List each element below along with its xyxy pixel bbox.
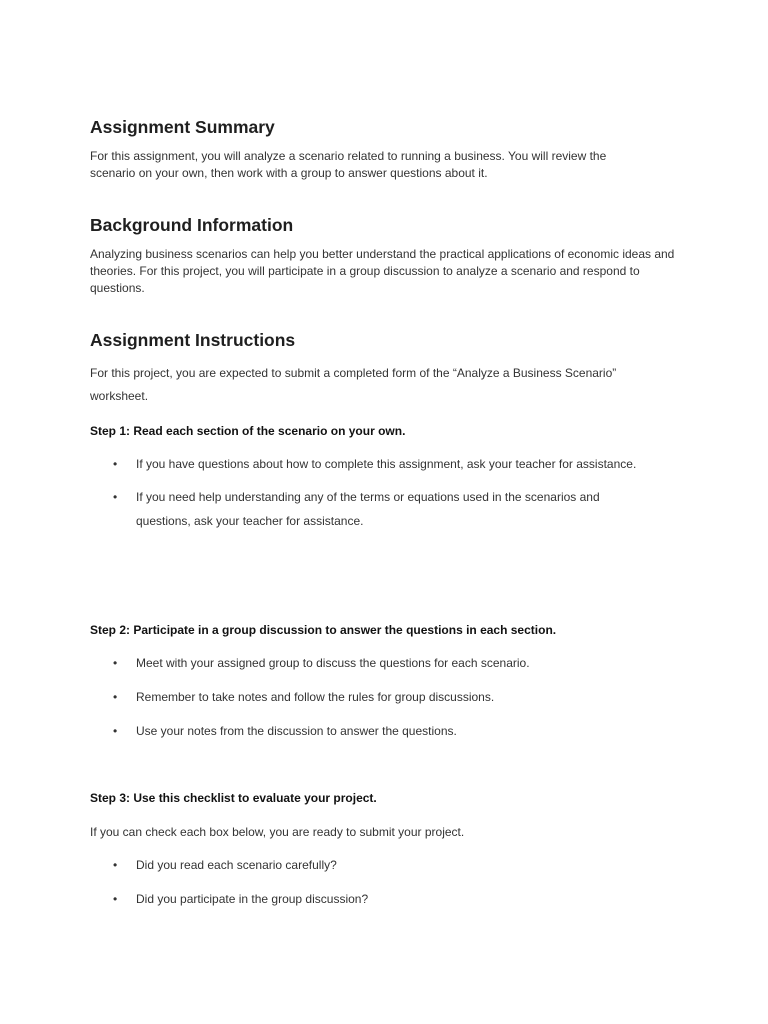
- list-item: [90, 685, 650, 709]
- background-information-text: Analyzing business scenarios can help you better understand the practical applications of economic ideas and theories. For this project, you will participate in a group discussion to analyze a scenario and respond to questions.: [90, 247, 675, 295]
- list-item: [90, 651, 650, 675]
- list-item: [90, 853, 650, 877]
- step-2-list: [90, 651, 650, 743]
- assignment-instructions-intro: For this project, you are expected to submit a completed form of the “Analyze a Business Scenario” worksheet.: [90, 366, 617, 403]
- list-item: [90, 485, 650, 533]
- assignment-summary-heading: Assignment Summary: [90, 117, 275, 137]
- background-information-heading: Background Information: [90, 215, 294, 235]
- bullet-icon: •: [113, 892, 118, 906]
- list-item-text: If you have questions about how to complete this assignment, ask your teacher for assistance.: [136, 457, 637, 471]
- step-1-title: Step 1: Read each section of the scenario on your own.: [90, 424, 406, 438]
- bullet-icon: •: [113, 490, 118, 504]
- list-item: [90, 887, 650, 911]
- step-2-title: Step 2: Participate in a group discussion to answer the questions in each section.: [90, 623, 557, 637]
- step-3-title: Step 3: Use this checklist to evaluate your project.: [90, 791, 377, 805]
- list-item-text: Meet with your assigned group to discuss the questions for each scenario.: [136, 656, 530, 670]
- list-item-text: Did you read each scenario carefully?: [136, 858, 337, 872]
- list-item: [90, 719, 650, 743]
- bullet-icon: •: [113, 690, 118, 704]
- list-item-text: Use your notes from the discussion to answer the questions.: [136, 724, 457, 738]
- bullet-icon: •: [113, 858, 118, 872]
- step-3-intro: If you can check each box below, you are ready to submit your project.: [90, 825, 465, 839]
- assignment-summary-text: For this assignment, you will analyze a scenario related to running a business. You will review the scenario on your own, then work with a group to answer questions about it.: [90, 149, 607, 180]
- bullet-icon: •: [113, 724, 118, 738]
- list-item-text: If you need help understanding any of the terms or equations used in the scenarios and questions, ask your teacher for assistance.: [136, 490, 600, 528]
- list-item: [90, 452, 650, 476]
- step-3-checklist: [90, 853, 650, 911]
- assignment-instructions-heading: Assignment Instructions: [90, 330, 296, 350]
- step-1-list: [90, 452, 650, 533]
- list-item-text: Remember to take notes and follow the rules for group discussions.: [136, 690, 495, 704]
- list-item-text: Did you participate in the group discussion?: [136, 892, 369, 906]
- bullet-icon: •: [113, 656, 118, 670]
- bullet-icon: •: [113, 457, 118, 471]
